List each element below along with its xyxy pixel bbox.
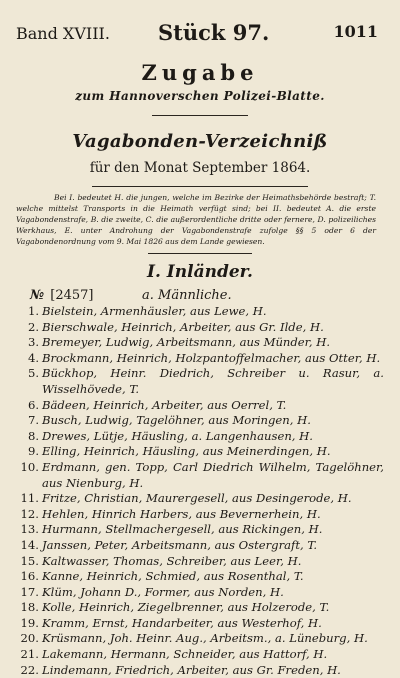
- entry-number: 11.: [20, 491, 39, 506]
- section-title: I. Inländer.: [147, 262, 253, 282]
- list-item: [12, 554, 384, 570]
- entry-number: 9.: [27, 444, 39, 459]
- list-item: [12, 429, 384, 445]
- entry-number: 13.: [20, 522, 39, 537]
- month-subtitle: für den Monat September 1864.: [89, 160, 311, 176]
- list-item: [12, 538, 384, 554]
- list-item: [12, 569, 384, 585]
- entry-number: 3.: [27, 335, 39, 350]
- notice-number: [2457]: [50, 288, 94, 303]
- list-item: [12, 366, 384, 397]
- entry-number: 21.: [20, 647, 39, 662]
- list-item: [12, 335, 384, 351]
- list-item: [12, 320, 384, 336]
- entry-text: Kanne, Heinrich, Schmied, aus Rosenthal, T.: [42, 569, 304, 584]
- list-item: [12, 413, 384, 429]
- entry-text: Hehlen, Hinrich Harbers, aus Bevernerhein, H.: [42, 506, 321, 521]
- running-header: [16, 20, 378, 50]
- entry-text: Elling, Heinrich, Häusling, aus Meinerdingen, H.: [42, 444, 331, 459]
- entry-number: 10.: [20, 459, 39, 474]
- list-item: [12, 631, 384, 647]
- list-item: [12, 507, 384, 523]
- entry-text: Bädeen, Heinrich, Arbeiter, aus Oerrel, T.: [42, 397, 287, 412]
- entry-number: 8.: [27, 428, 39, 443]
- entry-text: Janssen, Peter, Arbeitsmann, aus Ostergraft, T.: [42, 537, 318, 552]
- entry-text: Lakemann, Hermann, Schneider, aus Hattorf, H.: [42, 647, 328, 662]
- entry-number: 7.: [27, 413, 39, 428]
- entry-text: Brockmann, Heinrich, Holzpantoffelmacher, aus Otter, H.: [42, 350, 381, 365]
- number-sign: №: [30, 288, 45, 303]
- entry-number: 17.: [20, 584, 39, 599]
- entry-text: Klüm, Johann D., Former, aus Norden, H.: [42, 584, 284, 599]
- entry-number: 6.: [27, 397, 39, 412]
- list-item: [12, 647, 384, 663]
- list-item: [12, 444, 384, 460]
- list-item: [12, 522, 384, 538]
- entry-number: 20.: [20, 631, 39, 646]
- list-item: [12, 491, 384, 507]
- entry-text: Kaltwasser, Thomas, Schreiber, aus Leer, H.: [42, 553, 302, 568]
- entry-number: 19.: [20, 615, 39, 630]
- page-number: 1011: [333, 22, 378, 41]
- list-item: [12, 585, 384, 601]
- list-item: [12, 616, 384, 632]
- piece-label: Stück 97.: [158, 20, 270, 45]
- entry-text: Busch, Ludwig, Tagelöhner, aus Moringen, H.: [42, 413, 311, 428]
- entry-text: Drewes, Lütje, Häusling, a. Langenhausen, H.: [42, 428, 313, 443]
- divider: [92, 186, 308, 187]
- entry-text: Hurmann, Stellmachergesell, aus Rickingen, H.: [42, 522, 323, 537]
- entry-text: Bielstein, Armenhäusler, aus Lewe, H.: [42, 304, 267, 318]
- entry-text: Kolle, Heinrich, Ziegelbrenner, aus Holzerode, T.: [42, 600, 330, 615]
- legend-note: Bei I. bedeutet H. die jungen, welche im Bezirke der Heimathsbehörde bestraft; T. welche mittelst Transports in die Heimath verfügt sind; bei II. bedeutet A. die erste Vagabondenstrafe, B. die zweite, C. die außerordentliche dritte oder fernere, D. polizeiliches Werkhaus, E. unter Androhung der Vagabondenstrafe zufolge §§ 5 oder 6 der Vagabondenordnung vom 9. Mai 1826 aus dem Lande gewiesen.: [16, 193, 376, 246]
- entry-text: Kramm, Ernst, Handarbeiter, aus Westerhof, H.: [42, 615, 322, 630]
- directory-title: Vagabonden-Verzeichniß: [72, 131, 328, 152]
- list-item: [12, 351, 384, 367]
- entry-text: Lindemann, Friedrich, Arbeiter, aus Gr. Freden, H.: [42, 662, 341, 677]
- volume-label: Band XVIII.: [16, 24, 110, 43]
- entry-text: Bremeyer, Ludwig, Arbeitsmann, aus Münder, H.: [42, 335, 331, 350]
- entry-number: 2.: [27, 319, 39, 334]
- list-item: [12, 663, 384, 678]
- divider: [152, 115, 248, 116]
- supplement-title: Zugabe: [141, 60, 259, 85]
- list-item: [12, 304, 384, 320]
- supplement-subtitle: zum Hannoverschen Polizei-Blatte.: [75, 89, 325, 103]
- entry-text: Bierschwale, Heinrich, Arbeiter, aus Gr. Ilde, H.: [42, 319, 324, 334]
- entry-text: Erdmann, gen. Topp, Carl Diedrich Wilhelm, Tagelöhner, aus Nienburg, H.: [42, 459, 384, 490]
- entry-number: 18.: [20, 600, 39, 615]
- entry-number: 15.: [20, 553, 39, 568]
- divider: [148, 253, 252, 254]
- entry-number: 14.: [20, 537, 39, 552]
- entry-text: Bückhop, Heinr. Diedrich, Schreiber u. Rasur, a. Wisselhövede, T.: [42, 366, 384, 396]
- gender-heading: a. Männliche.: [142, 288, 232, 303]
- entry-number: 16.: [20, 569, 39, 584]
- entry-list: [12, 304, 384, 678]
- entry-number: 1.: [27, 304, 39, 318]
- entry-text: Krüsmann, Joh. Heinr. Aug., Arbeitsm., a. Lüneburg, H.: [42, 631, 368, 646]
- list-item: [12, 460, 384, 491]
- entry-text: Fritze, Christian, Maurergesell, aus Desingerode, H.: [42, 491, 352, 506]
- entry-number: 12.: [20, 506, 39, 521]
- subsection-header: [30, 288, 380, 303]
- list-item: [12, 398, 384, 414]
- entry-number: 22.: [20, 662, 39, 677]
- entry-number: 4.: [27, 350, 39, 365]
- entry-number: 5.: [27, 366, 39, 381]
- list-item: [12, 600, 384, 616]
